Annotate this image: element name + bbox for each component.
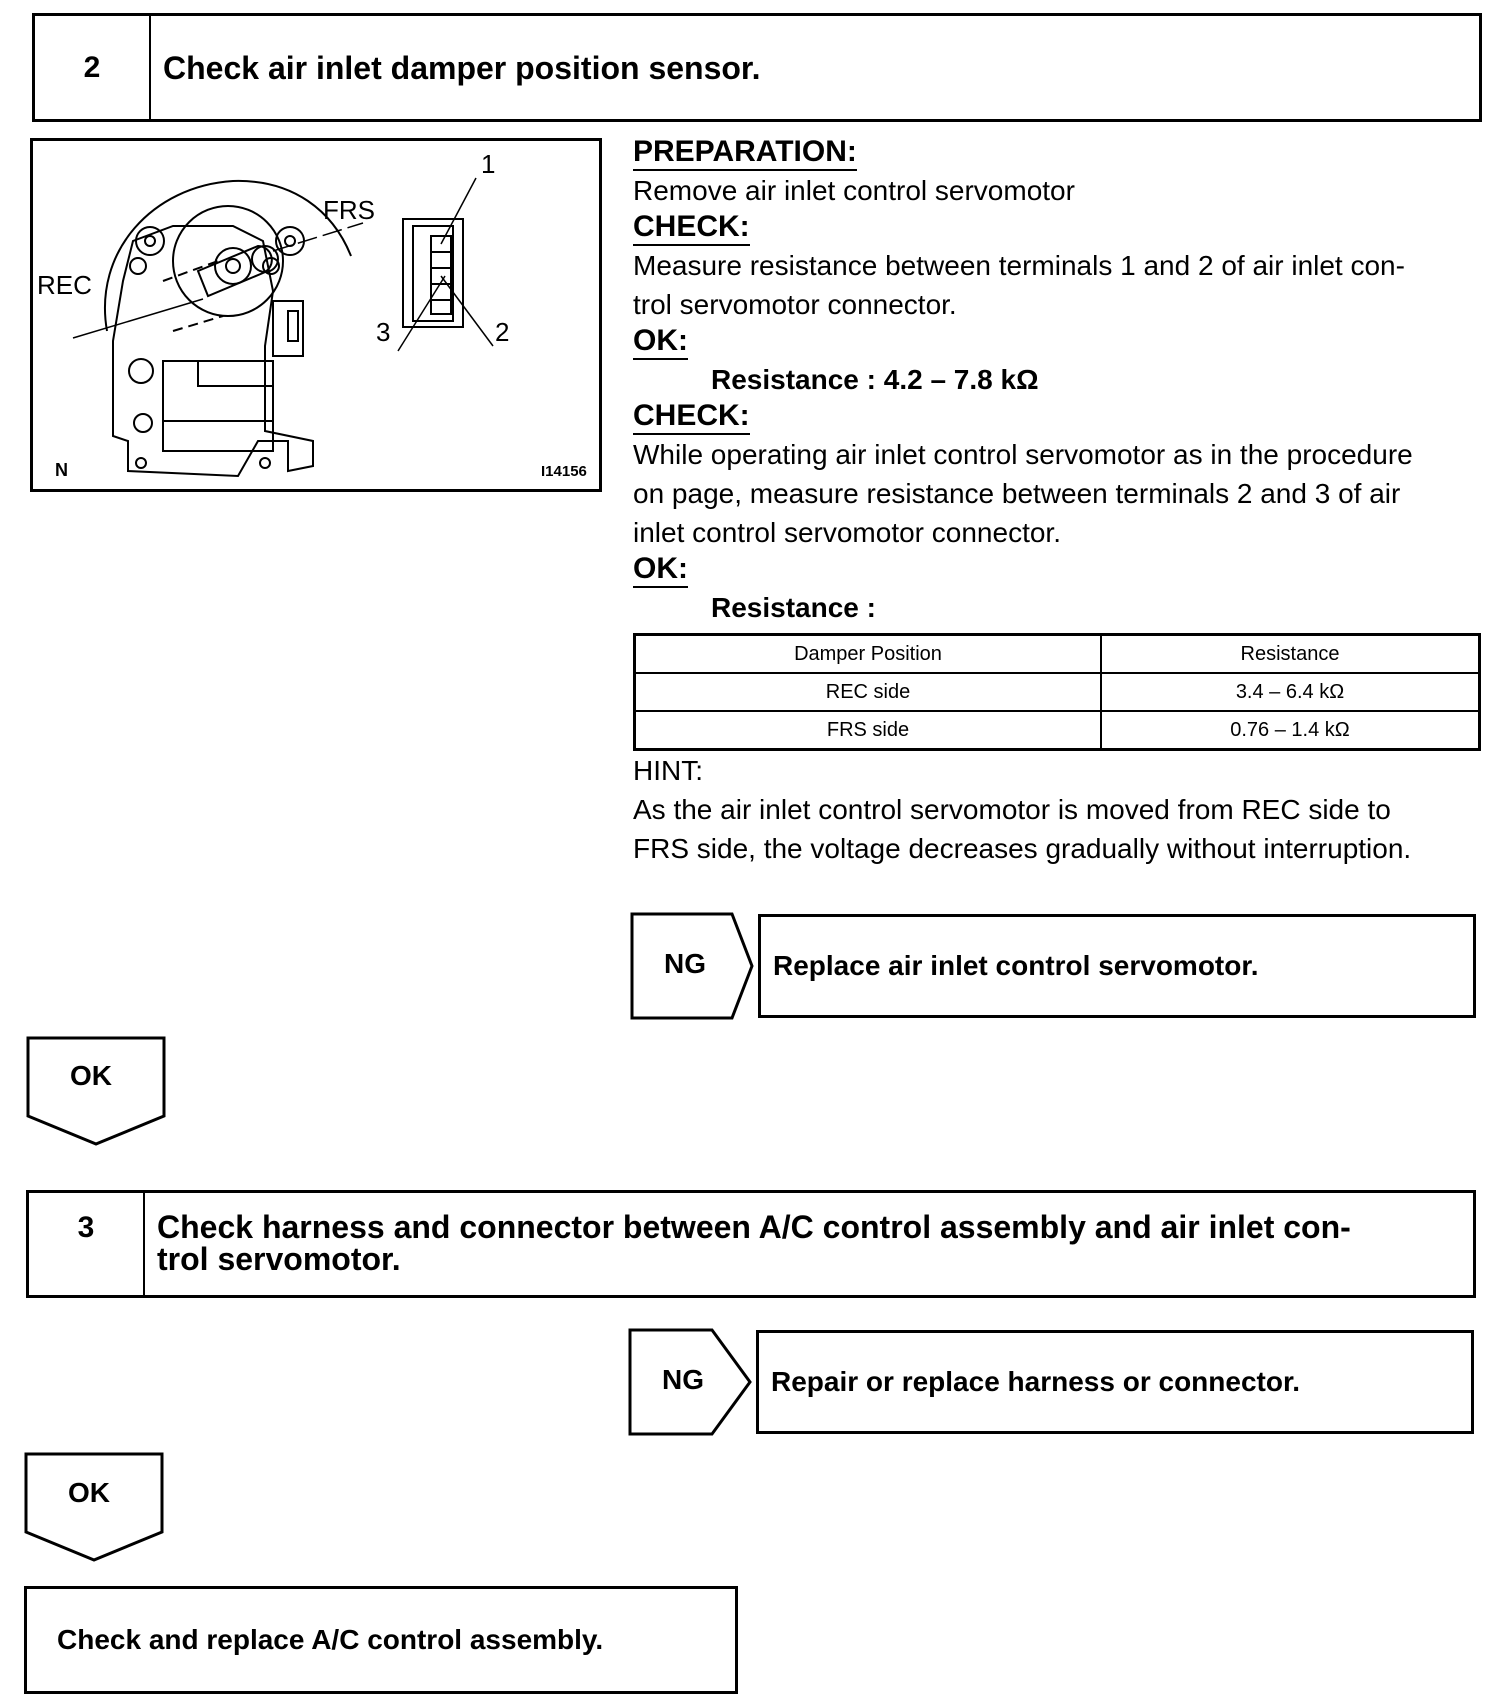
ng-branch-2: [628, 1328, 1476, 1436]
terminal-3-label: 3: [376, 317, 391, 347]
ng-2-action: Repair or replace harness or connector.: [756, 1330, 1474, 1434]
terminal-1-label: 1: [481, 149, 496, 179]
ok-2-label: OK:: [633, 552, 688, 588]
preparation-text: Remove air inlet control servomotor: [633, 175, 1075, 206]
ok-1-spec: Resistance : 4.2 – 7.8 kΩ: [711, 364, 1039, 395]
rotation-arc: [105, 181, 351, 331]
preparation-label: PREPARATION:: [633, 135, 857, 171]
servomotor-diagram: [33, 141, 599, 489]
ok-arrow-1: [26, 1036, 168, 1148]
ok-1-label: OK:: [633, 324, 688, 360]
frs-label: FRS: [323, 195, 375, 225]
step-2-number: 2: [35, 16, 151, 119]
step-2-header: [32, 13, 1482, 122]
step-3-number: 3: [29, 1193, 145, 1295]
hint-label: HINT:: [633, 755, 703, 786]
servomotor-figure: [30, 138, 602, 492]
check-2-text-line-3: inlet control servomotor connector.: [633, 517, 1061, 548]
ng-branch-1: [630, 912, 1478, 1020]
ok-2-spec: Resistance :: [711, 592, 876, 623]
ok-arrow-2-label: OK: [68, 1477, 110, 1508]
check-1-text-line-2: trol servomotor connector.: [633, 289, 957, 320]
check-1-text-line-1: Measure resistance between terminals 1 and 2 of air inlet con-: [633, 250, 1405, 281]
ng-2-label: NG: [662, 1364, 704, 1395]
final-action: Check and replace A/C control assembly.: [24, 1586, 738, 1694]
check-2-text-line-2: on page, measure resistance between terminals 2 and 3 of air: [633, 478, 1401, 509]
table-cell: 3.4 – 6.4 kΩ: [1101, 673, 1480, 711]
rec-label: REC: [37, 270, 92, 300]
step-3-header: [26, 1190, 1476, 1298]
resistance-table: [633, 633, 1481, 751]
hint-line-2: FRS side, the voltage decreases gradually without interruption.: [633, 833, 1412, 864]
table-cell: REC side: [635, 673, 1101, 711]
step-3-title-line-1: Check harness and connector between A/C control assembly and air inlet con-: [157, 1209, 1351, 1245]
step-2-title: Check air inlet damper position sensor.: [163, 49, 761, 86]
table-header-row: [635, 635, 1480, 674]
terminal-2-label: 2: [495, 317, 510, 347]
step-3-title: [145, 1193, 1351, 1295]
check-2-text-line-1: While operating air inlet control servomotor as in the procedure: [633, 439, 1413, 470]
hint-line-1: As the air inlet control servomotor is moved from REC side to: [633, 794, 1391, 825]
ng-1-action: Replace air inlet control servomotor.: [758, 914, 1476, 1018]
figure-corner-mark: N: [55, 460, 68, 480]
ng-1-label: NG: [664, 948, 706, 979]
table-header-cell: Resistance: [1101, 635, 1480, 674]
table-row: [635, 711, 1480, 750]
check-2-label: CHECK:: [633, 399, 750, 435]
table-header-cell: Damper Position: [635, 635, 1101, 674]
ok-arrow-1-label: OK: [70, 1060, 112, 1091]
procedure-block: [633, 135, 1493, 868]
figure-id: I14156: [541, 463, 587, 480]
table-cell: FRS side: [635, 711, 1101, 750]
check-1-label: CHECK:: [633, 210, 750, 246]
table-cell: 0.76 – 1.4 kΩ: [1101, 711, 1480, 750]
step-3-title-line-2: trol servomotor.: [157, 1241, 401, 1277]
table-row: [635, 673, 1480, 711]
